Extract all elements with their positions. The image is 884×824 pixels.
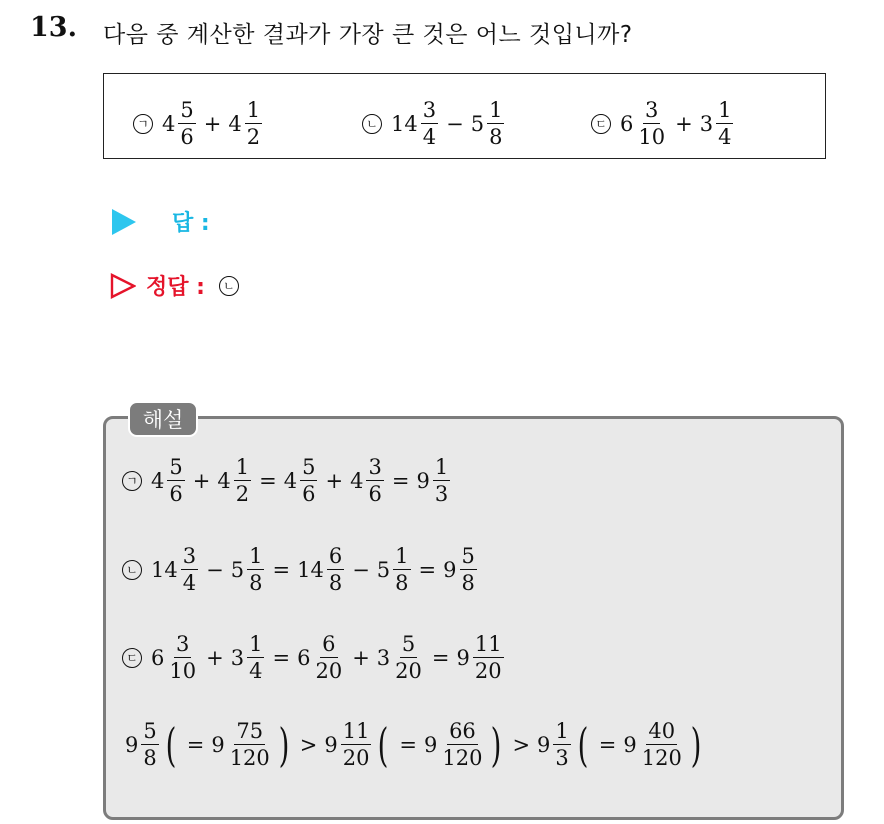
- fraction: [234, 456, 251, 505]
- whole: 9: [125, 732, 139, 757]
- denominator: 120: [442, 746, 483, 771]
- numerator: 3: [421, 99, 438, 124]
- denominator: 20: [315, 659, 343, 684]
- left-paren: (: [577, 717, 589, 772]
- line-marker-icon: ㄱ: [122, 471, 142, 491]
- outline-arrow-icon: [110, 273, 136, 299]
- denominator: 8: [143, 746, 157, 771]
- fraction: [167, 633, 198, 682]
- fraction: [487, 99, 504, 148]
- numerator: 6: [320, 633, 337, 658]
- fraction: [473, 633, 504, 682]
- explanation-line-1: [122, 456, 452, 505]
- numerator: 75: [234, 720, 265, 745]
- whole: 14: [297, 557, 324, 582]
- line-marker-icon: ㄴ: [122, 560, 142, 580]
- numerator: 1: [247, 633, 264, 658]
- operator: +: [203, 111, 222, 136]
- denominator: 4: [422, 125, 437, 150]
- answer-row: [112, 206, 210, 237]
- fraction: [247, 633, 264, 682]
- fraction: [247, 545, 264, 594]
- greater-than: >: [299, 732, 318, 757]
- fraction: [433, 456, 450, 505]
- whole: 3: [699, 111, 714, 136]
- whole: 4: [283, 468, 298, 493]
- denominator: 8: [395, 571, 409, 596]
- numerator: 5: [300, 456, 317, 481]
- whole: 4: [162, 111, 176, 136]
- numerator: 3: [366, 456, 383, 481]
- whole: 9: [211, 732, 225, 757]
- right-paren: ): [690, 717, 702, 772]
- numerator: 3: [643, 99, 660, 124]
- denominator: 4: [249, 659, 263, 684]
- whole: 4: [228, 111, 242, 136]
- fraction: [716, 99, 733, 148]
- explanation-tab: 해설: [128, 401, 198, 437]
- denominator: 120: [641, 746, 682, 771]
- denominator: 20: [474, 659, 502, 684]
- whole: 9: [443, 557, 457, 582]
- whole: 3: [376, 645, 391, 670]
- denominator: 6: [302, 482, 316, 507]
- whole: 9: [324, 732, 338, 757]
- denominator: 8: [249, 571, 263, 596]
- equals: =: [186, 732, 205, 757]
- fraction: [366, 456, 383, 505]
- numerator: 3: [181, 545, 198, 570]
- denominator: 6: [169, 482, 183, 507]
- greater-than: >: [512, 732, 531, 757]
- correct-answer-row: [110, 270, 247, 301]
- denominator: 4: [182, 571, 197, 596]
- denominator: 6: [180, 125, 194, 150]
- denominator: 120: [229, 746, 270, 771]
- whole: 6: [620, 111, 634, 136]
- numerator: 3: [174, 633, 191, 658]
- denominator: 2: [246, 125, 261, 150]
- numerator: 66: [447, 720, 478, 745]
- left-paren: (: [165, 717, 177, 772]
- fraction: [181, 545, 198, 594]
- equals: =: [598, 732, 617, 757]
- whole: 5: [230, 557, 245, 582]
- equals: =: [259, 468, 277, 493]
- play-arrow-icon: [112, 209, 136, 235]
- numerator: 1: [433, 456, 450, 481]
- left-paren: (: [378, 717, 389, 772]
- fraction: [460, 545, 477, 594]
- denominator: 10: [638, 125, 666, 150]
- comparison-line: [124, 717, 706, 772]
- operator: +: [325, 468, 344, 493]
- whole: 9: [416, 468, 430, 493]
- choice-marker-icon: ㄴ: [362, 114, 382, 134]
- denominator: 2: [235, 482, 250, 507]
- denominator: 20: [395, 659, 422, 684]
- explanation-line-2: [122, 545, 479, 594]
- whole: 6: [151, 645, 165, 670]
- operator: −: [206, 557, 224, 582]
- choice-marker-icon: ㄱ: [133, 114, 153, 134]
- operator: +: [675, 111, 693, 136]
- denominator: 20: [342, 746, 370, 771]
- fraction: [245, 99, 262, 148]
- choice-marker-icon: ㄷ: [591, 114, 611, 134]
- fraction: [341, 720, 372, 769]
- fraction: [636, 99, 667, 148]
- question-text: 다음 중 계산한 결과가 가장 큰 것은 어느 것입니까?: [103, 22, 633, 48]
- choice-2: [362, 99, 506, 148]
- operator: +: [206, 645, 224, 670]
- operator: −: [446, 111, 464, 136]
- denominator: 10: [169, 659, 197, 684]
- fraction: [640, 720, 684, 769]
- whole: 9: [456, 645, 470, 670]
- numerator: 6: [327, 545, 344, 570]
- choice-1: [133, 99, 264, 148]
- answer-label: 답 :: [172, 211, 210, 236]
- numerator: 5: [400, 633, 417, 658]
- whole: 9: [537, 732, 551, 757]
- fraction: [141, 720, 158, 769]
- correct-answer-marker-icon: ㄴ: [219, 276, 239, 296]
- denominator: 8: [489, 125, 503, 150]
- question-number: 13.: [30, 12, 77, 43]
- numerator: 11: [473, 633, 504, 658]
- denominator: 3: [555, 746, 569, 771]
- numerator: 1: [234, 456, 251, 481]
- correct-answer-label: 정답 :: [146, 275, 205, 300]
- whole: 4: [350, 468, 364, 493]
- numerator: 5: [167, 456, 184, 481]
- fraction: [313, 633, 344, 682]
- whole: 9: [424, 732, 438, 757]
- denominator: 8: [461, 571, 475, 596]
- whole: 14: [391, 111, 418, 136]
- numerator: 1: [247, 545, 264, 570]
- numerator: 11: [341, 720, 372, 745]
- right-paren: ): [491, 717, 502, 772]
- numerator: 1: [487, 99, 504, 124]
- denominator: 4: [718, 125, 732, 150]
- numerator: 5: [460, 545, 477, 570]
- right-paren: ): [278, 717, 290, 772]
- equals: =: [272, 557, 291, 582]
- numerator: 1: [553, 720, 570, 745]
- equals: =: [391, 468, 410, 493]
- equals: =: [431, 645, 450, 670]
- numerator: 5: [178, 99, 195, 124]
- whole: 9: [623, 732, 637, 757]
- whole: 14: [151, 557, 178, 582]
- fraction: [553, 720, 570, 769]
- numerator: 1: [716, 99, 733, 124]
- whole: 6: [297, 645, 311, 670]
- denominator: 8: [328, 571, 343, 596]
- fraction: [228, 720, 272, 769]
- denominator: 3: [434, 482, 449, 507]
- fraction: [421, 99, 438, 148]
- numerator: 40: [646, 720, 677, 745]
- whole: 5: [376, 557, 391, 582]
- fraction: [167, 456, 184, 505]
- explanation-line-3: [122, 633, 506, 682]
- choice-3: [591, 99, 735, 148]
- numerator: 1: [245, 99, 262, 124]
- equals: =: [272, 645, 291, 670]
- numerator: 5: [141, 720, 158, 745]
- fraction: [300, 456, 317, 505]
- whole: 3: [230, 645, 245, 670]
- equals: =: [399, 732, 418, 757]
- denominator: 6: [368, 482, 382, 507]
- fraction: [393, 545, 410, 594]
- line-marker-icon: ㄷ: [122, 648, 142, 668]
- numerator: 1: [393, 545, 410, 570]
- whole: 4: [151, 468, 165, 493]
- fraction: [178, 99, 195, 148]
- fraction: [440, 720, 484, 769]
- fraction: [393, 633, 424, 682]
- operator: +: [352, 645, 370, 670]
- operator: −: [352, 557, 370, 582]
- operator: +: [192, 468, 211, 493]
- whole: 4: [217, 468, 231, 493]
- fraction: [327, 545, 344, 594]
- equals: =: [418, 557, 437, 582]
- whole: 5: [470, 111, 485, 136]
